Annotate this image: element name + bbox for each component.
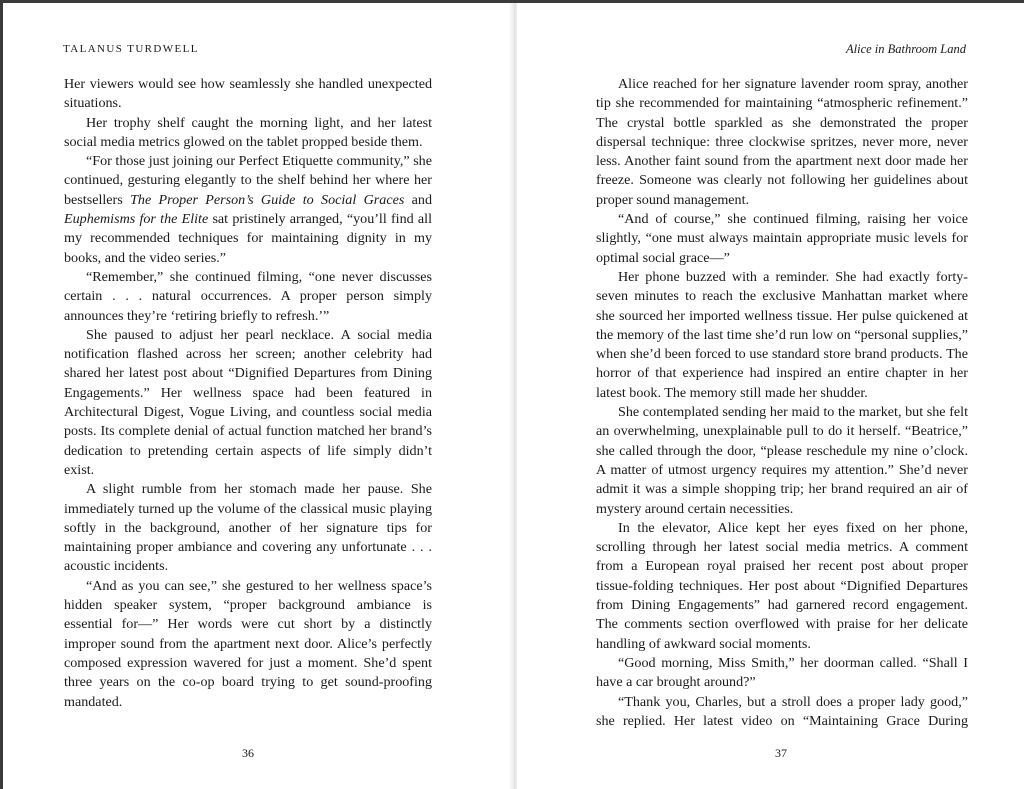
paragraph: Her viewers would see how seamlessly she handled unexpected situations. bbox=[64, 76, 432, 112]
paragraph bbox=[64, 152, 432, 268]
paragraph-text: “For those just joining our Perfect Etiquette community,” she continued, gesturing elegantly to the shelf behind her where her bestsellers bbox=[64, 153, 432, 208]
book-title: The Proper Person’s Guide to Social Graces bbox=[130, 191, 405, 208]
right-page bbox=[517, 3, 1024, 789]
paragraph: Her trophy shelf caught the morning light, and her latest social media metrics glowed on the tablet propped beside them. bbox=[64, 114, 432, 150]
running-head-author: TALANUS TURDWELL bbox=[63, 43, 199, 55]
right-page-body bbox=[596, 75, 968, 731]
paragraph: “Remember,” she continued filming, “one never discusses certain . . . natural occurrences. A proper person simply announces they’re ‘retiring briefly to refresh.’” bbox=[64, 268, 432, 324]
page-number: 36 bbox=[242, 746, 254, 760]
running-head-title: Alice in Bathroom Land bbox=[845, 42, 966, 56]
paragraph: “Good morning, Miss Smith,” her doorman called. “Shall I have a car brought around?” bbox=[596, 654, 968, 691]
paragraph-text: and bbox=[404, 191, 433, 208]
book-title: Euphemisms for the Elite bbox=[64, 211, 209, 228]
paragraph: “And as you can see,” she gestured to her wellness space’s hidden speaker system, “proper background ambiance is essential for—” Her words were cut short by a distinctly improper sound from the apartment next door. Alice’s perfectly composed expression wavered for just a moment. She’d spent three years on the co-op board trying to get sound-proofing mandated. bbox=[64, 577, 432, 710]
paragraph: A slight rumble from her stomach made her pause. She immediately turned up the volume of the classical music playing softly in the background, another of her signature tips for maintaining proper ambiance and covering any unfortunate . . . acoustic incidents. bbox=[64, 481, 432, 575]
paragraph: “Thank you, Charles, but a stroll does a proper lady good,” she replied. Her latest video on “Maintaining Grace During bbox=[596, 693, 968, 729]
paragraph: “And of course,” she continued filming, raising her voice slightly, “one must always maintain appropriate music levels for optimal social grace—” bbox=[596, 211, 968, 266]
left-page bbox=[3, 3, 511, 789]
page-number: 37 bbox=[775, 746, 787, 760]
left-page-body bbox=[64, 75, 432, 712]
paragraph: She contemplated sending her maid to the market, but she felt an overwhelming, unexplainable pull to do it herself. “Beatrice,” she called through the door, “please reschedule my nine o’clock. A matter of utmost urgency requires my attention.” She’d never admit it was a simple shopping trip; her brand required an air of mystery around certain necessities. bbox=[596, 404, 968, 517]
paragraph: In the elevator, Alice kept her eyes fixed on her phone, scrolling through her latest social media metrics. A comment from a European royal praised her recent post about proper tissue-folding techniques. Her post about “Dignified Departures from Dining Engagements” had garnered record engagement. The comments section overflowed with praise for her delicate handling of awkward social moments. bbox=[596, 519, 968, 652]
paragraph-text: sat pristinely arranged, “you’ll find all my recommended techniques for maintaining dignity in my books, and the video series.” bbox=[64, 211, 433, 266]
paragraph: Her phone buzzed with a reminder. She had exactly forty-seven minutes to reach the exclusive Manhattan market where she sourced her imported wellness tissue. Her pulse quickened at the memory of the last time she’d run low on “personal supplies,” when she’d been forced to use standard store brand products. The horror of that experience had inspired an entire chapter in her latest book. The memory still made her shudder. bbox=[596, 268, 968, 401]
paragraph: She paused to adjust her pearl necklace. A social media notification flashed across her screen; another celebrity had shared her latest post about “Dignified Departures from Dining Engagements.” Her wellness space had been featured in Architectural Digest, Vogue Living, and countless social media posts. Its complete denial of actual function matched her brand’s dedication to pretending certain aspects of life simply didn’t exist. bbox=[64, 326, 432, 478]
paragraph: Alice reached for her signature lavender room spray, another tip she recommended for maintaining “atmospheric refinement.” The crystal bottle sparkled as she demonstrated the proper dispersal technique: three clockwise spritzes, never more, never less. Another faint sound from the apartment next door made her freeze. Someone was clearly not following her guidelines about proper sound management. bbox=[596, 76, 968, 208]
